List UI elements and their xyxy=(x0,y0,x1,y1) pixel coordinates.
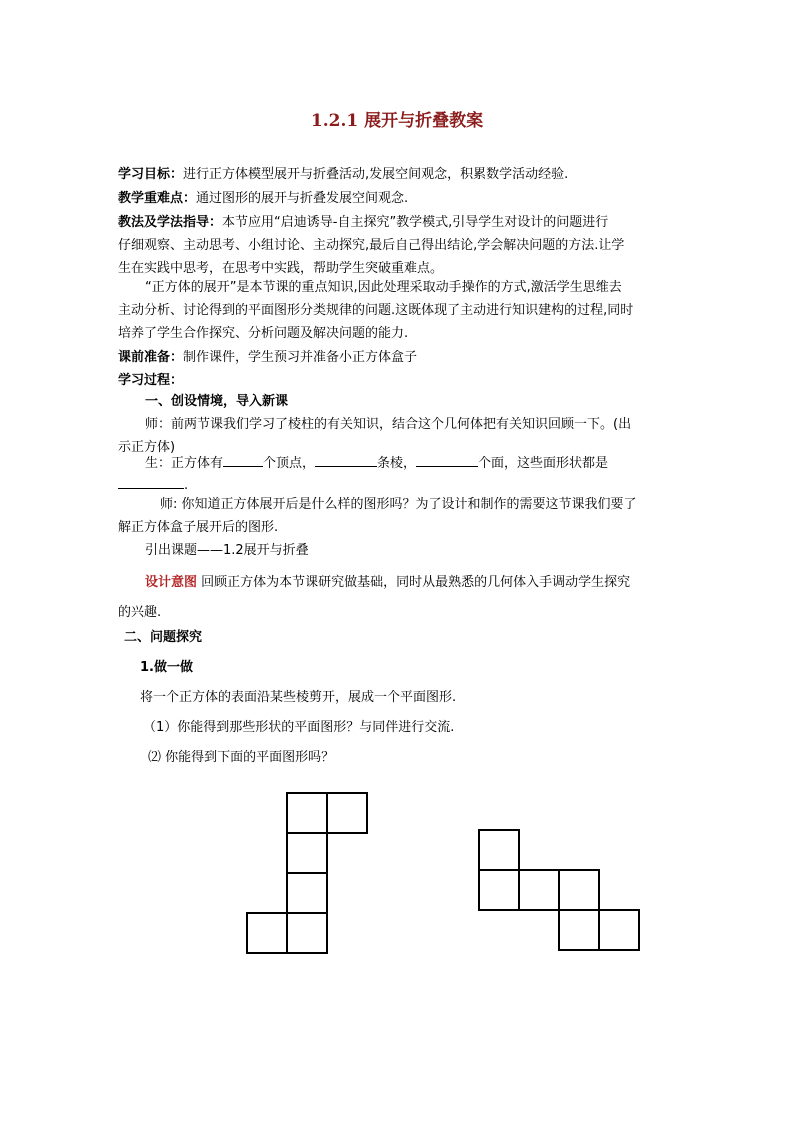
student-text-4: 个面，这些面形状都是 xyxy=(478,456,609,471)
cube-net-2 xyxy=(477,828,640,958)
question-1: （1）你能得到那些形状的平面图形？与同伴进行交流. xyxy=(143,720,455,735)
blank-faces xyxy=(416,452,478,467)
net-square xyxy=(287,873,327,913)
process-label: 学习过程： xyxy=(118,373,184,388)
design-intent-text: 回顾正方体为本节课研究做基础，同时从最熟悉的几何体入手调动学生探究 xyxy=(201,575,631,590)
preparation-text: 制作课件，学生预习并准备小正方体盒子 xyxy=(183,350,418,365)
intro-line: 引出课题——1.2展开与折叠 xyxy=(145,543,309,558)
net-square xyxy=(479,830,519,870)
net-square xyxy=(479,870,519,910)
key-points xyxy=(118,187,683,211)
section-2-heading: 二、问题探究 xyxy=(124,630,203,645)
preparation-label: 课前准备： xyxy=(118,350,184,365)
blank-edges xyxy=(315,452,377,467)
net-square xyxy=(287,833,327,873)
net-square xyxy=(287,913,327,953)
cube-net-1 xyxy=(245,791,370,968)
key-points-text: 通过图形的展开与折叠发展空间观念. xyxy=(196,191,409,206)
net-square xyxy=(287,793,327,833)
teacher2-line-2: 解正方体盒子展开后的图形. xyxy=(118,520,279,535)
net-square xyxy=(519,870,559,910)
design-intent-line-1 xyxy=(145,571,710,595)
key-points-label: 教学重难点： xyxy=(118,191,197,206)
learning-goals xyxy=(118,163,683,187)
blank-shape xyxy=(118,474,184,489)
method-text-1: 本节应用“启迪诱导-自主探究”教学模式,引导学生对设计的问题进行 xyxy=(222,215,609,230)
paragraph-line-1: “正方体的展开”是本节课的重点知识,因此处理采取动手操作的方式,激活学生思维去 xyxy=(145,280,622,295)
student-line xyxy=(145,452,710,476)
net-square xyxy=(559,910,599,950)
task-line: 将一个正方体的表面沿某些棱剪开，展成一个平面图形. xyxy=(140,690,457,705)
paragraph-line-3: 培养了学生合作探究、分析问题及解决问题的能力. xyxy=(118,326,409,341)
teacher2-line-1: 师: 你知道正方体展开后是什么样的图形吗？为了设计和制作的需要这节课我们要了 xyxy=(160,497,637,512)
method-line-1 xyxy=(118,211,683,235)
page-title: 1.2.1 展开与折叠教案 xyxy=(310,111,484,131)
student-text-1: 生：正方体有 xyxy=(145,456,224,471)
section-1-heading: 一、创设情境，导入新课 xyxy=(145,394,289,409)
sub-1-heading: 1.做一做 xyxy=(140,660,193,675)
student-text-5: . xyxy=(184,478,189,493)
student-text-2: 个顶点， xyxy=(263,456,316,471)
net-square xyxy=(327,793,367,833)
design-intent-line-2: 的兴趣. xyxy=(118,605,162,620)
blank-vertices xyxy=(223,452,263,467)
paragraph-line-2: 主动分析、讨论得到的平面图形分类规律的问题.这既体现了主动进行知识建构的过程,同时 xyxy=(118,303,634,318)
question-2: ⑵ 你能得到下面的平面图形吗？ xyxy=(148,750,335,765)
method-line-3: 生在实践中思考，在思考中实践，帮助学生突破重难点。 xyxy=(118,261,444,276)
preparation xyxy=(118,346,683,370)
design-intent-label: 设计意图 xyxy=(145,575,198,590)
teacher-line-2: 示正方体) xyxy=(118,440,176,455)
teacher-line-1: 师：前两节课我们学习了棱柱的有关知识，结合这个几何体把有关知识回顾一下。(出 xyxy=(145,417,632,432)
student-text-3: 条棱， xyxy=(377,456,417,471)
net-square xyxy=(599,910,639,950)
net-square xyxy=(247,913,287,953)
method-line-2: 仔细观察、主动思考、小组讨论、主动探究,最后自己得出结论,学会解决问题的方法.让学 xyxy=(118,238,625,253)
net-square xyxy=(559,870,599,910)
learning-goals-label: 学习目标： xyxy=(118,167,184,182)
method-label: 教法及学法指导： xyxy=(118,215,223,230)
learning-goals-text: 进行正方体模型展开与折叠活动,发展空间观念，积累数学活动经验. xyxy=(183,167,569,182)
